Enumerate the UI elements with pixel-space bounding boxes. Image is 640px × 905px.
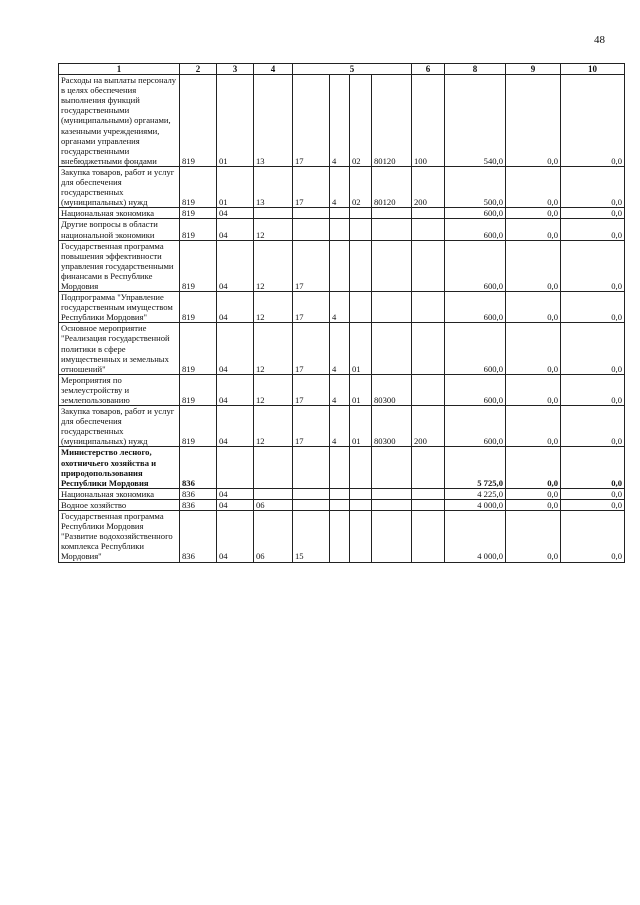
expense-type-cell: 100 [412,75,445,167]
row-name-cell: Основное мероприятие "Реализация государственной политики в сфере имущественных и земельных отношений" [59,323,180,374]
subprogram-cell: 4 [330,166,350,207]
direction-cell [372,488,412,499]
program-cell: 17 [293,166,330,207]
amount-cell: 600,0 [445,292,506,323]
program-cell [293,499,330,510]
expense-type-cell [412,292,445,323]
program-cell: 17 [293,75,330,167]
ministry-code-cell: 819 [180,219,217,240]
amount-year2-cell: 0,0 [506,75,561,167]
ministry-code-cell: 819 [180,240,217,291]
table-row [59,166,625,207]
amount-cell: 600,0 [445,219,506,240]
direction-cell: 80300 [372,406,412,447]
subsection-cell: 12 [254,374,293,405]
subprogram-cell: 4 [330,406,350,447]
amount-year2-cell: 0,0 [506,166,561,207]
expense-type-cell [412,240,445,291]
section-cell: 04 [217,499,254,510]
ministry-code-cell: 819 [180,166,217,207]
expense-type-cell [412,323,445,374]
table-row [59,499,625,510]
direction-cell: 80120 [372,166,412,207]
event-cell [350,208,372,219]
amount-cell: 600,0 [445,374,506,405]
row-name-cell: Государственная программа повышения эффективности управления государственными финансами в Республике Мордовия [59,240,180,291]
header-col-9: 9 [506,64,561,75]
header-col-8: 8 [445,64,506,75]
row-name-cell: Водное хозяйство [59,499,180,510]
amount-year2-cell: 0,0 [506,488,561,499]
section-cell [217,447,254,488]
ministry-code-cell: 836 [180,511,217,562]
expense-type-cell [412,488,445,499]
subprogram-cell: 4 [330,75,350,167]
subprogram-cell [330,208,350,219]
section-cell: 04 [217,511,254,562]
program-cell: 15 [293,511,330,562]
event-cell [350,292,372,323]
amount-year3-cell: 0,0 [561,219,625,240]
event-cell [350,219,372,240]
amount-cell: 600,0 [445,406,506,447]
direction-cell [372,323,412,374]
table-row [59,374,625,405]
amount-year2-cell: 0,0 [506,499,561,510]
direction-cell: 80120 [372,75,412,167]
program-cell [293,219,330,240]
subprogram-cell [330,219,350,240]
program-cell: 17 [293,292,330,323]
amount-year2-cell: 0,0 [506,208,561,219]
event-cell: 01 [350,374,372,405]
table-row [59,511,625,562]
expense-type-cell [412,208,445,219]
amount-year3-cell: 0,0 [561,488,625,499]
row-name-cell: Национальная экономика [59,208,180,219]
direction-cell [372,511,412,562]
amount-year3-cell: 0,0 [561,240,625,291]
subsection-cell [254,488,293,499]
header-col-5: 5 [293,64,412,75]
subprogram-cell [330,511,350,562]
direction-cell: 80300 [372,374,412,405]
event-cell: 01 [350,323,372,374]
table-row [59,488,625,499]
subsection-cell: 13 [254,75,293,167]
table-row [59,406,625,447]
program-cell: 17 [293,406,330,447]
page-number: 48 [594,34,605,46]
subsection-cell: 06 [254,511,293,562]
section-cell: 04 [217,208,254,219]
event-cell [350,488,372,499]
header-col-6: 6 [412,64,445,75]
amount-year2-cell: 0,0 [506,511,561,562]
row-name-cell: Мероприятия по землеустройству и землепользованию [59,374,180,405]
header-col-10: 10 [561,64,625,75]
header-col-3: 3 [217,64,254,75]
event-cell [350,447,372,488]
event-cell [350,240,372,291]
program-cell [293,208,330,219]
header-col-2: 2 [180,64,217,75]
table-row [59,447,625,488]
ministry-code-cell: 819 [180,208,217,219]
direction-cell [372,499,412,510]
ministry-code-cell: 836 [180,499,217,510]
program-cell: 17 [293,240,330,291]
amount-cell: 500,0 [445,166,506,207]
amount-year3-cell: 0,0 [561,292,625,323]
row-name-cell: Расходы на выплаты персоналу в целях обеспечения выполнения функций государственными (муниципальными) органами, казенными учреждениями, органами управления государственными внебюджетными фондами [59,75,180,167]
amount-year2-cell: 0,0 [506,292,561,323]
subprogram-cell [330,499,350,510]
ministry-code-cell: 836 [180,447,217,488]
subprogram-cell: 4 [330,292,350,323]
amount-year2-cell: 0,0 [506,447,561,488]
subsection-cell: 06 [254,499,293,510]
row-name-cell: Подпрограмма "Управление государственным имуществом Республики Мордовия" [59,292,180,323]
expense-type-cell: 200 [412,166,445,207]
budget-table [58,63,625,563]
ministry-code-cell: 819 [180,406,217,447]
program-cell [293,447,330,488]
amount-year3-cell: 0,0 [561,208,625,219]
subsection-cell: 12 [254,219,293,240]
header-row [59,64,625,75]
subsection-cell: 13 [254,166,293,207]
amount-year2-cell: 0,0 [506,323,561,374]
row-name-cell: Министерство лесного, охотничьего хозяйства и природопользования Республики Мордовия [59,447,180,488]
ministry-code-cell: 819 [180,75,217,167]
table-row [59,219,625,240]
row-name-cell: Государственная программа Республики Мордовия "Развитие водохозяйственного комплекса Республики Мордовия" [59,511,180,562]
subsection-cell [254,447,293,488]
section-cell: 04 [217,488,254,499]
amount-year2-cell: 0,0 [506,374,561,405]
event-cell: 02 [350,75,372,167]
event-cell [350,511,372,562]
table-row [59,75,625,167]
amount-year3-cell: 0,0 [561,166,625,207]
table-row [59,240,625,291]
amount-cell: 4 000,0 [445,511,506,562]
amount-year2-cell: 0,0 [506,219,561,240]
program-cell: 17 [293,323,330,374]
program-cell [293,488,330,499]
amount-cell: 600,0 [445,323,506,374]
row-name-cell: Закупка товаров, работ и услуг для обеспечения государственных (муниципальных) нужд [59,406,180,447]
row-name-cell: Закупка товаров, работ и услуг для обеспечения государственных (муниципальных) нужд [59,166,180,207]
header-col-1: 1 [59,64,180,75]
ministry-code-cell: 819 [180,292,217,323]
section-cell: 04 [217,374,254,405]
amount-year3-cell: 0,0 [561,511,625,562]
direction-cell [372,292,412,323]
event-cell: 01 [350,406,372,447]
ministry-code-cell: 819 [180,323,217,374]
table-row [59,208,625,219]
amount-year3-cell: 0,0 [561,323,625,374]
amount-year3-cell: 0,0 [561,75,625,167]
amount-cell: 600,0 [445,240,506,291]
section-cell: 01 [217,166,254,207]
direction-cell [372,240,412,291]
expense-type-cell: 200 [412,406,445,447]
section-cell: 04 [217,219,254,240]
event-cell [350,499,372,510]
header-col-4: 4 [254,64,293,75]
subprogram-cell [330,488,350,499]
table-row [59,323,625,374]
amount-cell: 5 725,0 [445,447,506,488]
subsection-cell: 12 [254,406,293,447]
table-row [59,292,625,323]
amount-cell: 600,0 [445,208,506,219]
subsection-cell: 12 [254,323,293,374]
amount-year3-cell: 0,0 [561,406,625,447]
row-name-cell: Национальная экономика [59,488,180,499]
row-name-cell: Другие вопросы в области национальной экономики [59,219,180,240]
subprogram-cell [330,447,350,488]
amount-year2-cell: 0,0 [506,240,561,291]
amount-year3-cell: 0,0 [561,499,625,510]
amount-cell: 4 225,0 [445,488,506,499]
ministry-code-cell: 836 [180,488,217,499]
section-cell: 04 [217,240,254,291]
subprogram-cell: 4 [330,323,350,374]
expense-type-cell [412,219,445,240]
table-body [59,75,625,562]
subsection-cell: 12 [254,240,293,291]
amount-cell: 540,0 [445,75,506,167]
section-cell: 01 [217,75,254,167]
direction-cell [372,208,412,219]
subsection-cell: 12 [254,292,293,323]
subprogram-cell: 4 [330,374,350,405]
ministry-code-cell: 819 [180,374,217,405]
section-cell: 04 [217,406,254,447]
subprogram-cell [330,240,350,291]
amount-year3-cell: 0,0 [561,447,625,488]
amount-year3-cell: 0,0 [561,374,625,405]
amount-year2-cell: 0,0 [506,406,561,447]
event-cell: 02 [350,166,372,207]
program-cell: 17 [293,374,330,405]
section-cell: 04 [217,323,254,374]
subsection-cell [254,208,293,219]
expense-type-cell [412,511,445,562]
expense-type-cell [412,447,445,488]
expense-type-cell [412,374,445,405]
amount-cell: 4 000,0 [445,499,506,510]
direction-cell [372,447,412,488]
direction-cell [372,219,412,240]
expense-type-cell [412,499,445,510]
section-cell: 04 [217,292,254,323]
